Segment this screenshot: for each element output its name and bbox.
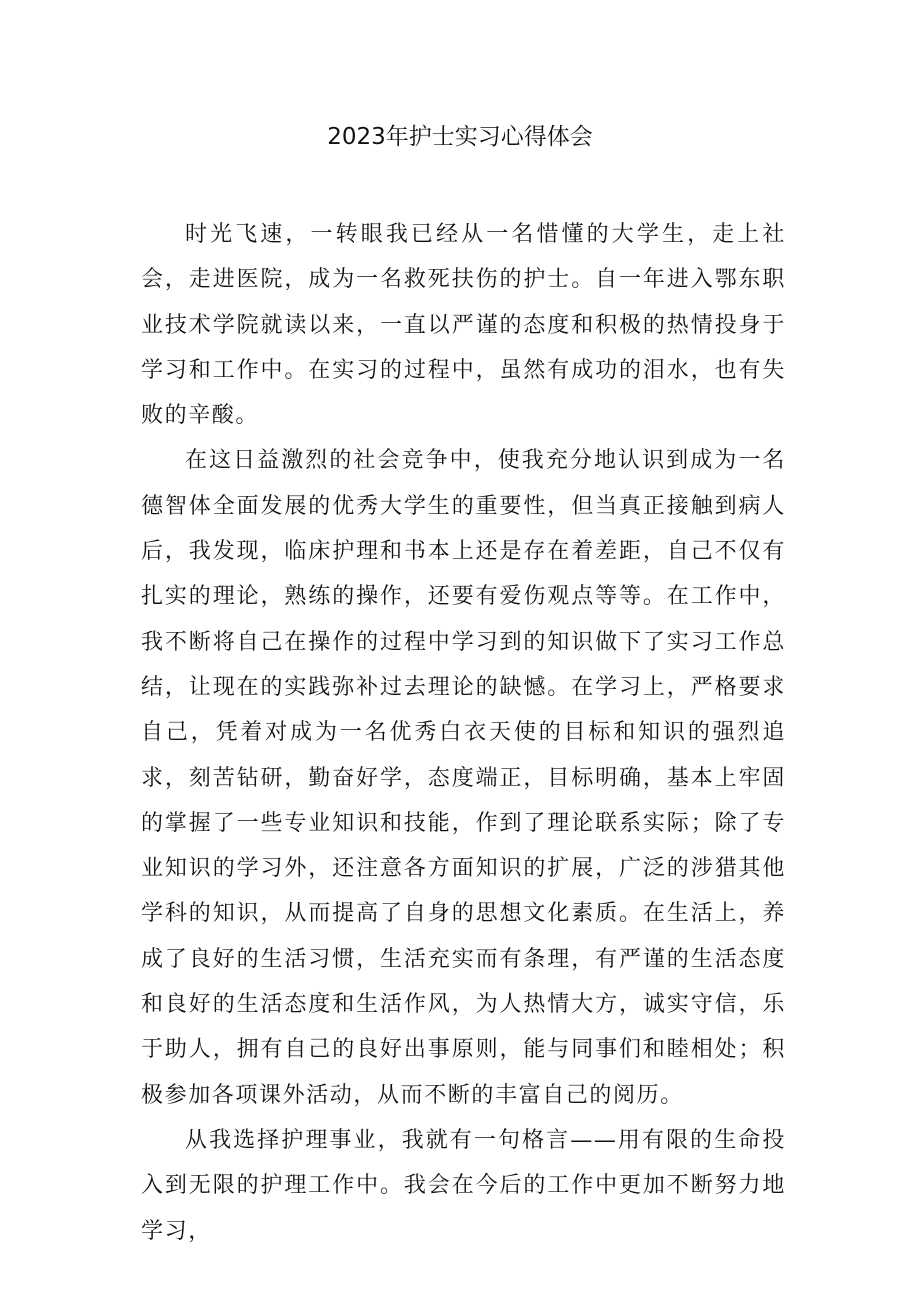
paragraph-1: 时光飞速，一转眼我已经从一名惜懂的大学生，走上社会，走进医院，成为一名救死扶伤的护士。自一年进入鄂东职业技术学院就读以来，一直以严谨的态度和积极的热情投身于学习和工作中。在实习的过程中，虽然有成功的泪水，也有失败的辛酸。 [141, 222, 786, 429]
paragraph-2: 在这日益激烈的社会竞争中，使我充分地认识到成为一名德智体全面发展的优秀大学生的重要性，但当真正接触到病人后，我发现，临床护理和书本上还是存在着差距，自己不仅有扎实的理论，熟练的操作，还要有爱伤观点等等。在工作中，我不断将自己在操作的过程中学习到的知识做下了实习工作总结，让现在的实践弥补过去理论的缺憾。在学习上，严格要求自己，凭着对成为一名优秀白衣天使的目标和知识的强烈追求，刻苦钻研，勤奋好学，态度端正，目标明确，基本上牢固的掌握了一些专业知识和技能，作到了理论联系实际；除了专业知识的学习外，还注意各方面知识的扩展，广泛的涉猎其他学科的知识，从而提高了自身的思想文化素质。在生活上，养成了良好的生活习惯，生活充实而有条理，有严谨的生活态度和良好的生活态度和生活作风，为人热情大方，诚实守信，乐于助人，拥有自己的良好出事原则，能与同事们和睦相处；积极参加各项课外活动，从而不断的丰富自己的阅历。 [141, 448, 786, 1108]
document-body [141, 212, 786, 1254]
document-title: 2023年护士实习心得体会 [327, 124, 593, 150]
paragraph-3: 从我选择护理事业，我就有一句格言——用有限的生命投入到无限的护理工作中。我会在今后的工作中更加不断努力地学习， [141, 1127, 786, 1244]
